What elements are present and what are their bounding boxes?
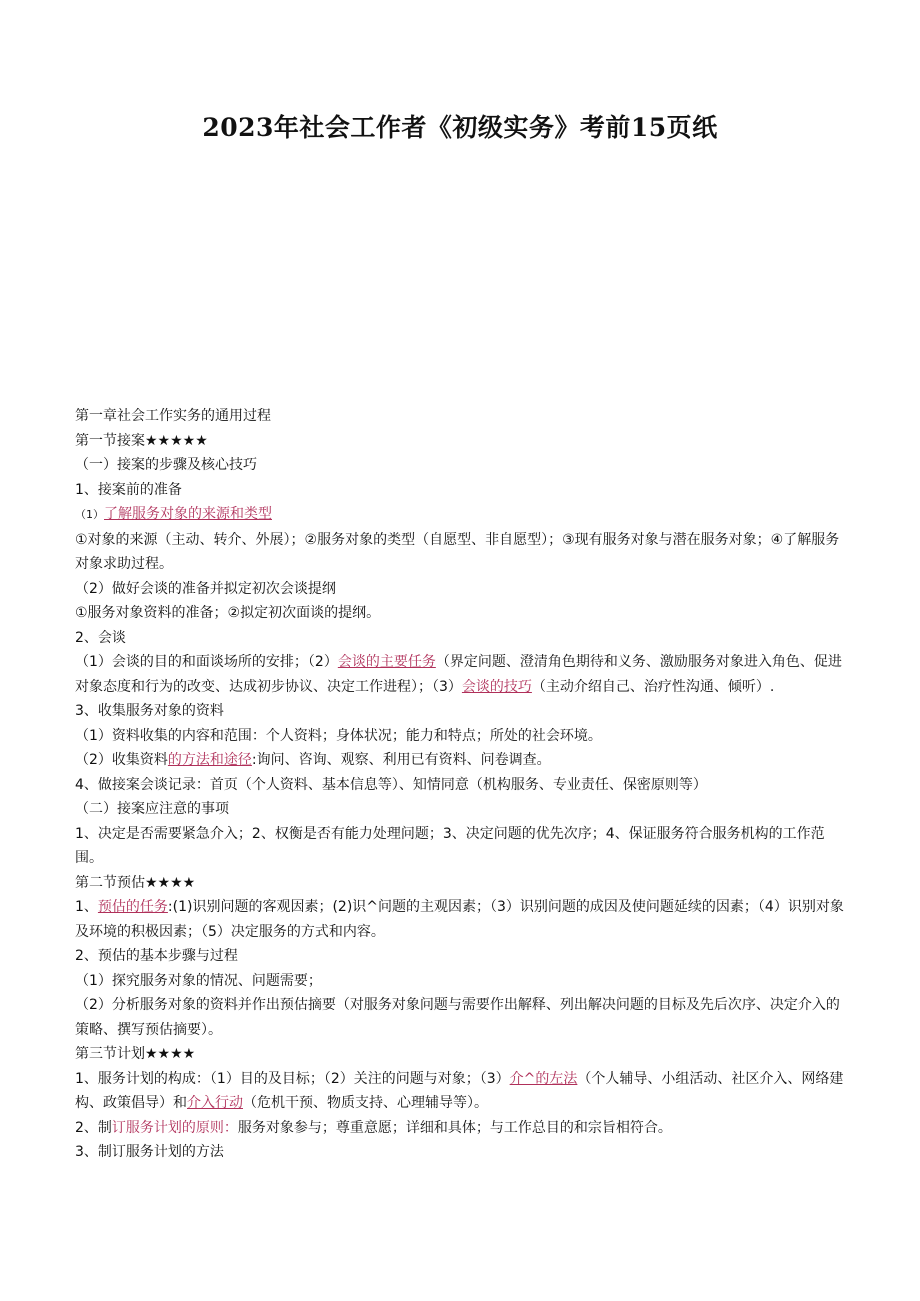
subsection-heading: （二）接案应注意的事项 <box>75 801 229 817</box>
item-number: （1） <box>75 508 104 521</box>
item-line: （1）资料收集的内容和范围：个人资料；身体状况；能力和特点；所处的社会环境。 <box>75 727 602 744</box>
document-body <box>75 404 845 1165</box>
paragraph: （1）会谈的目的和面谈场所的安排；（2）会谈的主要任务（界定问题、澄清角色期待和义务、激励服务对象进入角色、促进对象态度和行为的改变、达成初步协议、决定工作进程）；（3）会谈的技巧（主动介绍自己、治疗性沟通、倾听）. <box>75 654 842 695</box>
item-line: ①服务对象资料的准备；②拟定初次面谈的提纲。 <box>75 605 381 621</box>
highlighted-term: 预估的任务 <box>97 899 168 915</box>
paragraph: 1、预估的任务:(1)识别问题的客观因素；(2)识^问题的主观因素；（3）识别问题的成因及使问题延续的因素；（4）识别对象及环境的积极因素；（5）决定服务的方式和内容。 <box>75 899 844 940</box>
highlighted-term: 介入行动 <box>187 1095 243 1111</box>
item-heading: 3、收集服务对象的资料 <box>75 703 224 719</box>
item-heading: 1、接案前的准备 <box>75 481 182 498</box>
highlighted-term: 订服务计划的原则： <box>111 1119 238 1136</box>
item-line: （2）收集资料的方法和途径:询问、咨询、观察、利用已有资料、问卷调查。 <box>75 752 551 768</box>
section-heading-intake: 第一节接案★★★★★ <box>75 432 208 449</box>
highlighted-term: 介^的左法 <box>509 1070 578 1087</box>
paragraph: （2）分析服务对象的资料并作出预估摘要（对服务对象问题与需要作出解释、列出解决问题的目标及先后次序、决定介入的策略、撰写预估摘要）。 <box>75 997 840 1038</box>
section-heading-planning: 第三节计划★★★★ <box>75 1046 196 1062</box>
item-line: （1）探究服务对象的情况、问题需要； <box>75 972 322 989</box>
subsection-heading: （一）接案的步骤及核心技巧 <box>75 457 257 473</box>
item-line: （2）做好会谈的准备并拟定初次会谈提纲 <box>75 580 336 597</box>
item-heading: 2、预估的基本步骤与过程 <box>75 948 238 964</box>
paragraph: 1、服务计划的构成：（1）目的及目标；（2）关注的问题与对象；（3）介^的左法（个人辅导、小组活动、社区介入、网络建构、政策倡导）和介入行动（危机干预、物质支持、心理辅导等）。 <box>75 1070 844 1111</box>
highlighted-term: 会谈的主要任务 <box>337 654 436 670</box>
highlighted-term: 了解服务对象的来源和类型 <box>104 506 272 522</box>
item-line: 4、做接案会谈记录：首页（个人资料、基本信息等）、知情同意（机构服务、专业责任、保密原则等） <box>75 776 707 793</box>
highlighted-term: 的方法和途径 <box>167 752 252 768</box>
item-heading: 2、会谈 <box>75 629 126 646</box>
section-heading-assessment: 第二节预估★★★★ <box>75 874 196 891</box>
highlighted-term: 会谈的技巧 <box>461 678 532 695</box>
document-title: 2023年社会工作者《初级实务》考前15页纸 <box>202 113 718 142</box>
item-line <box>75 502 845 528</box>
paragraph: ①对象的来源（主动、转介、外展）；②服务对象的类型（自愿型、非自愿型）；③现有服务对象与潜在服务对象；④了解服务对象求助过程。 <box>75 531 840 572</box>
paragraph: 1、决定是否需要紧急介入；2、权衡是否有能力处理问题；3、决定问题的优先次序；4、保证服务符合服务机构的工作范围。 <box>75 825 825 866</box>
item-heading: 3、制订服务计划的方法 <box>75 1144 224 1160</box>
chapter-heading: 第一章社会工作实务的通用过程 <box>75 408 271 424</box>
item-line: 2、制订服务计划的原则：服务对象参与；尊重意愿；详细和具体；与工作总目的和宗旨相符合。 <box>75 1119 672 1136</box>
